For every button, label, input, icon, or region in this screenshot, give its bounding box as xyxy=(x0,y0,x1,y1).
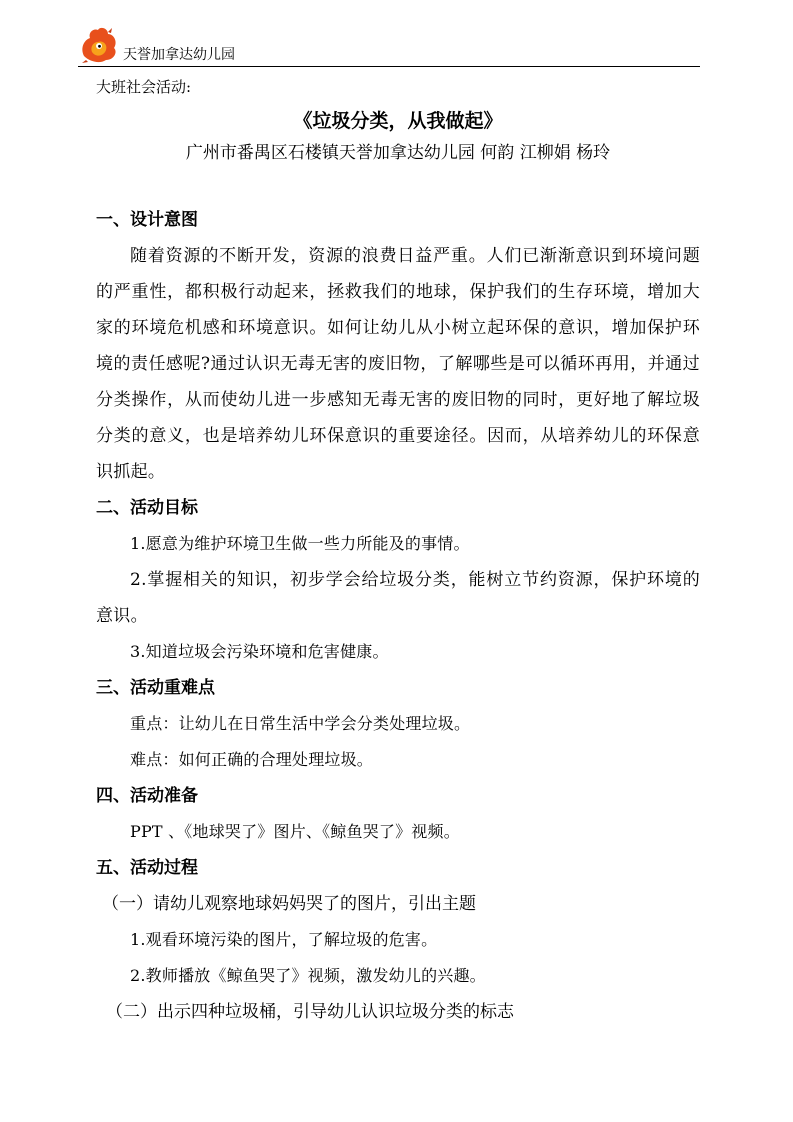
section-heading-goals: 二、活动目标 xyxy=(96,498,198,518)
document-authors: 广州市番禺区石楼镇天誉加拿达幼儿园 何韵 江柳娟 杨玲 xyxy=(185,143,611,163)
section-heading-design: 一、设计意图 xyxy=(96,210,198,230)
process-part-two: （二）出示四种垃圾桶，引导幼儿认识垃圾分类的标志 xyxy=(106,1002,514,1022)
design-intent-paragraph: 随着资源的不断开发，资源的浪费日益严重。人们已渐渐意识到环境问题的严重性，都积极行动起来，拯救我们的地球，保护我们的生存环境，增加大家的环境危机感和环境意识。如何让幼儿从小树立起环保的意识，增加保护环境的责任感呢?通过认识无毒无害的废旧物，了解哪些是可以循环再用，并通过分类操作，从而使幼儿进一步感知无毒无害的废旧物的同时，更好地了解垃圾分类的意义，也是培养幼儿环保意识的重要途径。因而，从培养幼儿的环保意识抓起。 xyxy=(96,246,700,482)
activity-label: 大班社会活动: xyxy=(96,78,192,96)
key-point: 重点：让幼儿在日常生活中学会分类处理垃圾。 xyxy=(130,714,471,733)
difficult-point: 难点：如何正确的合理处理垃圾。 xyxy=(130,750,374,769)
process-step: 1.观看环境污染的图片，了解垃圾的危害。 xyxy=(130,930,438,949)
section-heading-preparation: 四、活动准备 xyxy=(96,786,198,806)
goal-item: 1.愿意为维护环境卫生做一些力所能及的事情。 xyxy=(130,534,470,553)
page-header xyxy=(78,22,700,67)
process-part-one: （一）请幼儿观察地球妈妈哭了的图片，引出主题 xyxy=(102,894,476,914)
process-step: 2.教师播放《鲸鱼哭了》视频，激发幼儿的兴趣。 xyxy=(130,966,486,985)
goal-item: 3.知道垃圾会污染环境和危害健康。 xyxy=(130,642,389,661)
preparation-text: PPT 、《地球哭了》图片、《鲸鱼哭了》视频。 xyxy=(130,822,460,841)
document-body xyxy=(96,74,700,1030)
section-heading-key-points: 三、活动重难点 xyxy=(96,678,215,698)
section-heading-process: 五、活动过程 xyxy=(96,858,198,878)
flame-mascot-icon xyxy=(78,26,120,64)
document-title: 《垃圾分类，从我做起》 xyxy=(293,110,503,132)
school-name: 天誉加拿达幼儿园 xyxy=(123,47,235,63)
goal-item: 2.掌握相关的知识，初步学会给垃圾分类，能树立节约资源，保护环境的意识。 xyxy=(96,570,700,626)
